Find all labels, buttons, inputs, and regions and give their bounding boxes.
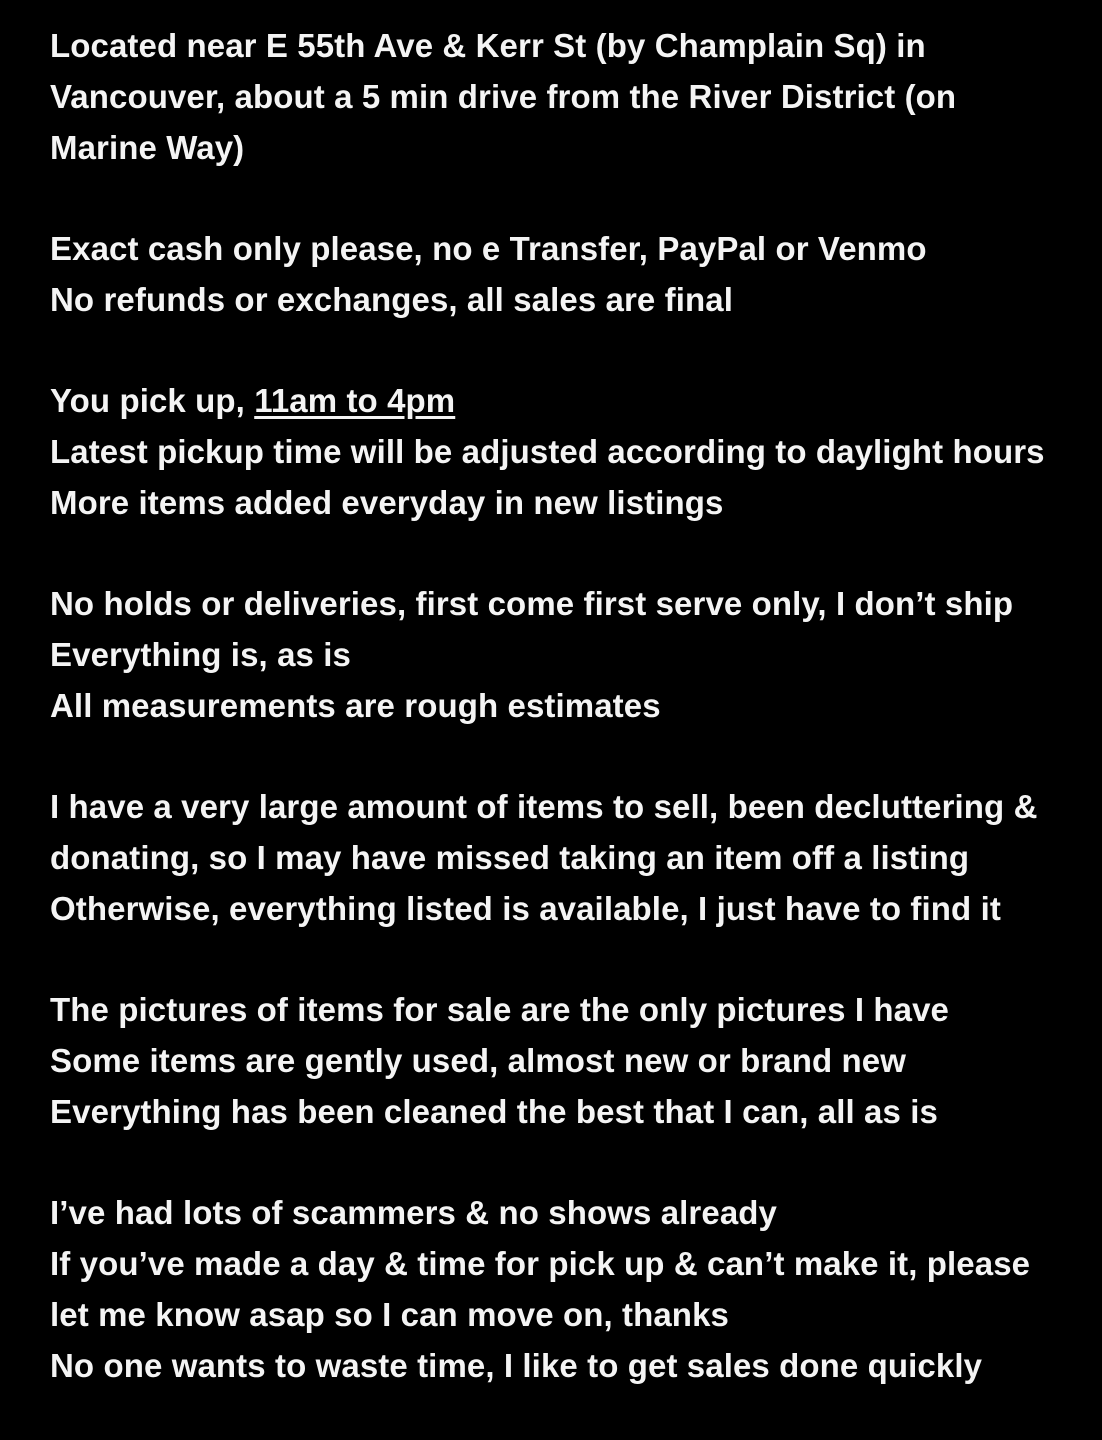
text-line: Exact cash only please, no e Transfer, PayPal or Venmo: [50, 230, 927, 267]
text-line: All measurements are rough estimates: [50, 687, 661, 724]
paragraph-payment: [50, 223, 1062, 325]
paragraph-terms: [50, 578, 1062, 731]
text-line: Otherwise, everything listed is available, I just have to find it: [50, 890, 1001, 927]
text-line: Located near E 55th Ave & Kerr St (by Champlain Sq) in Vancouver, about a 5 min drive from the River District (on Marine Way): [50, 27, 966, 166]
text-line: The pictures of items for sale are the only pictures I have: [50, 991, 950, 1028]
text-line-pickup-hours: [50, 375, 1062, 426]
text-line: Latest pickup time will be adjusted according to daylight hours: [50, 433, 1045, 470]
paragraph-condition: [50, 984, 1062, 1137]
text-line: Some items are gently used, almost new or brand new: [50, 1042, 906, 1079]
pickup-prefix: You pick up,: [50, 382, 255, 419]
paragraph-scammers: [50, 1187, 1062, 1391]
text-line: Everything has been cleaned the best that I can, all as is: [50, 1093, 938, 1130]
paragraph-inventory: [50, 781, 1062, 934]
text-line: No holds or deliveries, first come first serve only, I don’t ship: [50, 585, 1014, 622]
text-line: If you’ve made a day & time for pick up & can’t make it, please let me know asap so I can move on, thanks: [50, 1245, 1040, 1333]
text-line: I have a very large amount of items to sell, been decluttering & donating, so I may have missed taking an item off a listing: [50, 788, 1047, 876]
paragraph-pickup: [50, 375, 1062, 528]
text-line: No refunds or exchanges, all sales are final: [50, 281, 733, 318]
text-line: Everything is, as is: [50, 636, 351, 673]
paragraph-location: [50, 20, 1062, 173]
text-line: I’ve had lots of scammers & no shows already: [50, 1194, 777, 1231]
text-line: No one wants to waste time, I like to get sales done quickly: [50, 1347, 983, 1384]
text-line: More items added everyday in new listings: [50, 484, 724, 521]
pickup-hours: 11am to 4pm: [254, 382, 456, 419]
